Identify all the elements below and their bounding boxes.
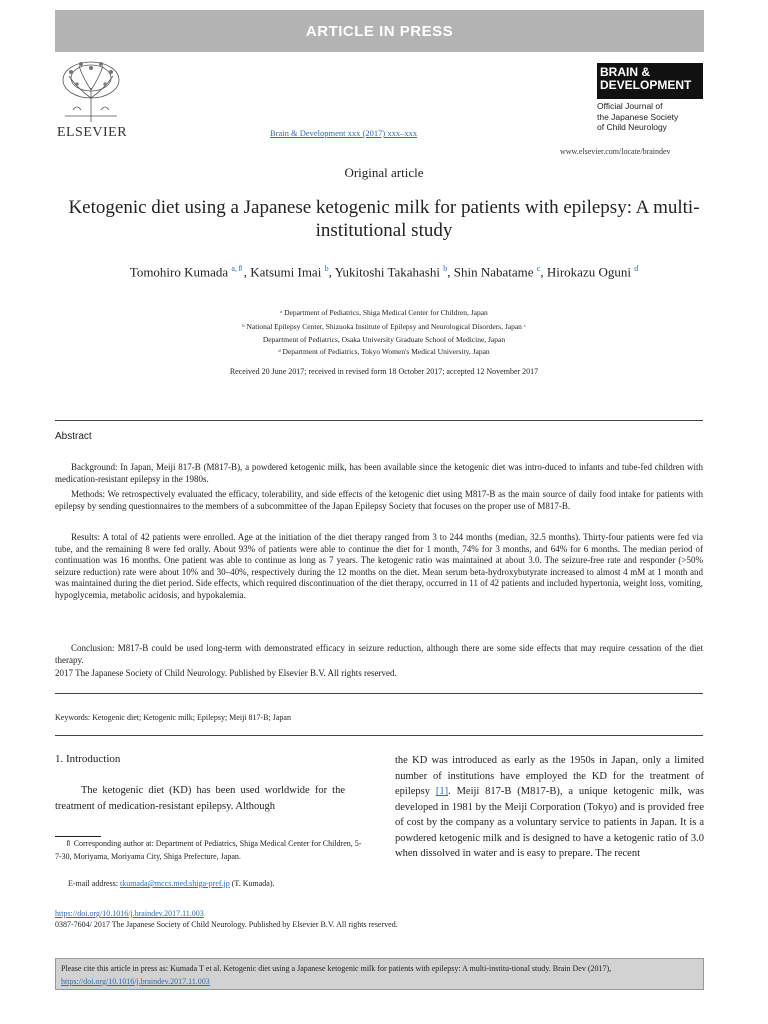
abstract-copyright: 2017 The Japanese Society of Child Neurology. Published by Elsevier B.V. All rights reserved. (55, 668, 397, 678)
elsevier-wordmark: ELSEVIER (56, 125, 128, 140)
journal-desc-line2: the Japanese Society (597, 111, 679, 122)
email-line (68, 879, 275, 888)
author-list: Tomohiro Kumada $^{a,⇑}$, Katsumi Imai $^b$, Yukitoshi Takahashi $^b$, Shin Nabatame $^c$, Hirokazu Oguni $^d$ (129, 264, 639, 280)
author-affiliation-marker[interactable]: c (536, 264, 541, 273)
author-name: Shin Nabatame (453, 264, 534, 280)
abstract-background: Background: In Japan, Meiji 817-B (M817-B), a powdered ketogenic milk, has been available since the ketogenic diet was intro-duced to infants and tube-fed children with medication-resistant epilepsy in the 1980s. (55, 462, 703, 484)
footnote-marker: ⇑ (65, 839, 72, 848)
abstract-results: Results: A total of 42 patients were enrolled. Age at the initiation of the diet therapy ranged from 3 to 244 months (median, 32.5 months). Thirty-four patients were fed via tube, and the remaining 8 were fed orally. About 93% of patients were able to continue the diet for 1 month, 74% for 3 months, and 64% for 6 months. The median period of continuation was 16 months. One patient was able to continue as long as 7 years. The ketogenic ratio was maintained at about 3.0. The seizure-free rate and responder (>50% seizure reduction) rate were about 10% and 30–40%, respectively during the 12 months on the diet. Mean serum beta-hydroxybutyrate increased to almost 4 mM at 1 month and was maintained during the diet period. Side effects, which required discontinuation of the diet therapy, occurred in 11 of 42 patients and included hypertonia, weight loss, vomiting, hypoglycemia, metabolic acidosis, and hypokalemia. (55, 532, 703, 600)
footnote-text: Corresponding author at: Department of Pediatrics, Shiga Medical Center for Children, 5-7-30, Moriyama, Moriyama City, Shiga Prefecture, Japan. (55, 839, 362, 861)
journal-url[interactable]: www.elsevier.com/locate/braindev (560, 147, 671, 156)
citation-doi-link[interactable]: https://doi.org/10.1016/j.braindev.2017.11.003 (61, 976, 210, 986)
footnote-rule (55, 836, 101, 837)
received-dates: Received 20 June 2017; received in revised form 18 October 2017; accepted 12 November 2017 (229, 367, 539, 376)
affiliation-a: ᵃ Department of Pediatrics, Shiga Medical Center for Children, Japan (280, 308, 488, 317)
abstract-methods: Methods: We retrospectively evaluated the efficacy, tolerability, and side effects of the ketogenic diet using M817-B as the main source of daily food intake for patients with epilepsy by sending questionnaires to the members of a subcommittee of the Japan Epilepsy Society that focuses on the proper use of M817-B. (55, 489, 703, 511)
affiliation-c: Department of Pediatrics, Osaka University Graduate School of Medicine, Japan (262, 335, 506, 344)
citation-text: Please cite this article in press as: Kumada T et al. Ketogenic diet using a Japanese ketogenic milk for patients with epilepsy: A multi-institu-tional study. Brain Dev (2017), (61, 964, 612, 973)
author-name: Tomohiro Kumada (129, 264, 229, 280)
article-title: Ketogenic diet using a Japanese ketogenic milk for patients with epilepsy: A multi-institutional study (68, 197, 700, 241)
email-suffix: (T. Kumada). (229, 879, 275, 888)
article-in-press-banner: ARTICLE IN PRESS (55, 10, 704, 52)
intro-text: . Meiji 817-B (M817-B), a unique ketogenic milk, was developed in 1981 by the Meiji Corporation (Tokyo) and is provided free of cost by the company as a voluntary service to patients in Japan. It is a powdered ketogenic milk and is designed to have a ketogenic ratio of 3.0 when dissolved in water and is easy to prepare. The recent (395, 786, 704, 859)
abstract-heading: Abstract (55, 431, 92, 442)
journal-logo-line2: DEVELOPMENT (600, 78, 692, 92)
author-affiliation-marker[interactable]: b (443, 264, 448, 273)
doi-link[interactable]: https://doi.org/10.1016/j.braindev.2017.11.003 (55, 909, 204, 918)
corresponding-author-footnote (55, 838, 365, 863)
abstract-conclusion: Conclusion: M817-B could be used long-term with demonstrated efficacy in seizure reduction, although there are some side effects that may require cessation of the diet therapy. (55, 643, 703, 665)
email-link[interactable]: tkumada@mccs.med.shiga-pref.jp (119, 879, 230, 888)
author-name: Yukitoshi Takahashi (334, 264, 440, 280)
keywords: Keywords: Ketogenic diet; Ketogenic milk; Epilepsy; Meiji 817-B; Japan (55, 713, 291, 722)
journal-logo-line1: BRAIN & (600, 65, 650, 79)
intro-text: the KD was introduced as early as the 1950s in Japan, only a limited number of institutions have employed the KD for the treatment of epilepsy (395, 755, 704, 797)
author-name: Hirokazu Oguni (546, 264, 631, 280)
journal-desc-line1: Official Journal of (597, 101, 663, 111)
affiliation-b: ᵇ National Epilepsy Center, Shizuoka Institute of Epilepsy and Neurological Disorders, Japan ᶜ (242, 322, 526, 331)
abstract-top-rule (55, 420, 703, 421)
abstract-bottom-rule (55, 693, 703, 694)
brain-development-logo (597, 63, 703, 99)
author-affiliation-marker[interactable]: b (324, 264, 329, 273)
intro-left-column: The ketogenic diet (KD) has been used worldwide for the treatment of medication-resistant epilepsy. Although (55, 785, 345, 812)
journal-citation-link[interactable]: Brain & Development xxx (2017) xxx–xxx (270, 128, 418, 138)
intro-right-column (395, 753, 704, 862)
article-type: Original article (344, 165, 424, 180)
body-top-rule (55, 735, 703, 736)
issn-copyright-line: 0387-7604/ 2017 The Japanese Society of Child Neurology. Published by Elsevier B.V. All rights reserved. (55, 920, 398, 929)
author-affiliation-marker[interactable]: a,⇑ (231, 264, 244, 273)
author-name: Katsumi Imai (250, 264, 322, 280)
journal-description (597, 101, 717, 133)
reference-link[interactable]: [1] (435, 786, 449, 797)
author-affiliation-marker[interactable]: d (634, 264, 639, 273)
citation-notice-box (55, 958, 704, 990)
section-heading-introduction: 1. Introduction (55, 753, 121, 765)
email-label: E-mail address: (68, 879, 120, 888)
affiliation-d: ᵈ Department of Pediatrics, Tokyo Women's Medical University, Japan (278, 347, 490, 356)
journal-desc-line3: of Child Neurology (597, 122, 667, 132)
